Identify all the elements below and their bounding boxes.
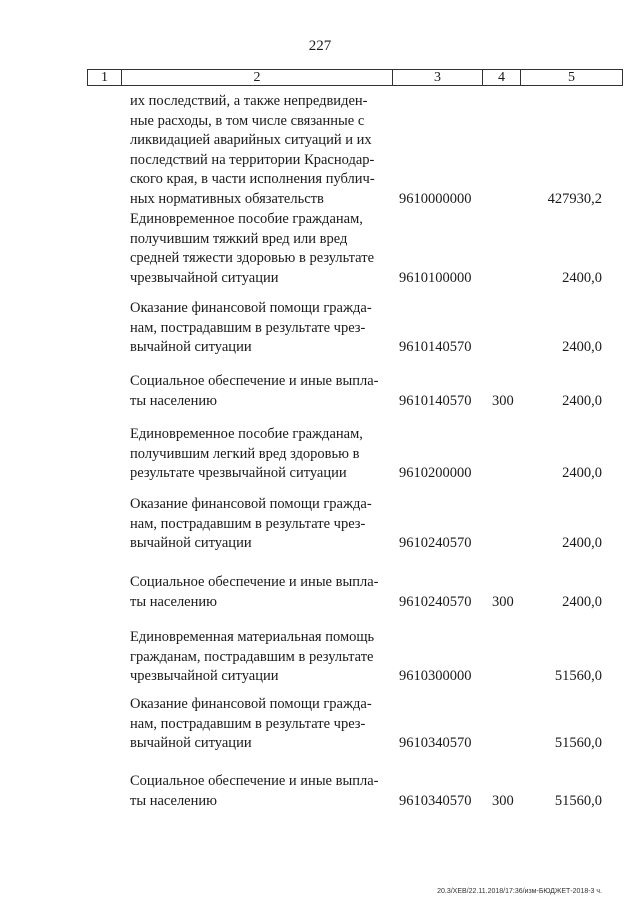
row-description-line: ликвидацией аварийных ситуаций и их bbox=[130, 132, 372, 148]
row-description bbox=[130, 299, 388, 358]
page-number: 227 bbox=[308, 38, 332, 54]
row-description-line: Социальное обеспечение и иные выпла- bbox=[130, 773, 379, 789]
row-amount: 51560,0 bbox=[554, 792, 602, 809]
column-header-3: 3 bbox=[393, 70, 483, 85]
row-amount: 2400,0 bbox=[562, 593, 602, 610]
row-code: 9610340570 bbox=[399, 735, 472, 751]
row-description-line: чрезвычайной ситуации bbox=[130, 668, 279, 684]
row-code: 9610200000 bbox=[399, 465, 472, 481]
column-header-4: 4 bbox=[483, 70, 521, 85]
row-description-line: чрезвычайной ситуации bbox=[130, 269, 279, 286]
row-amount: 2400,0 bbox=[562, 339, 602, 355]
row-amount: 51560,0 bbox=[554, 668, 602, 684]
row-description-line: последствий на территории Краснодар- bbox=[130, 151, 375, 168]
row-description bbox=[130, 92, 388, 209]
row-description bbox=[130, 695, 388, 754]
row-amount: 51560,0 bbox=[554, 735, 602, 751]
column-header-1: 1 bbox=[88, 70, 122, 85]
row-description-line: нам, пострадавшим в результате чрез- bbox=[130, 319, 366, 336]
row-description-line: Оказание финансовой помощи гражда- bbox=[130, 696, 372, 712]
row-description-line: результате чрезвычайной ситуации bbox=[130, 465, 347, 481]
row-code: 9610100000 bbox=[399, 269, 472, 286]
row-description-line: Социальное обеспечение и иные выпла- bbox=[130, 574, 379, 590]
column-header-5: 5 bbox=[568, 70, 575, 85]
row-description-line: Единовременная материальная помощь bbox=[130, 629, 375, 645]
row-amount: 2400,0 bbox=[562, 392, 602, 409]
row-description-line: нам, пострадавшим в результате чрез- bbox=[130, 515, 366, 532]
row-description-line: их последствий, а также непредвиден- bbox=[130, 93, 368, 109]
row-amount: 2400,0 bbox=[562, 269, 602, 286]
row-description-line: Социальное обеспечение и иные выпла- bbox=[130, 373, 379, 389]
row-description-line: ных нормативных обязательств bbox=[130, 190, 324, 207]
row-description-line: Оказание финансовой помощи гражда- bbox=[130, 496, 372, 512]
row-description-line: ты населению bbox=[130, 792, 217, 809]
row-description bbox=[130, 425, 388, 484]
row-description-line: гражданам, пострадавшим в результате bbox=[130, 648, 374, 665]
row-description bbox=[130, 573, 388, 612]
row-amount: 2400,0 bbox=[562, 465, 602, 481]
column-header-row bbox=[87, 69, 623, 86]
row-description-line: вычайной ситуации bbox=[130, 735, 252, 751]
row-description-line: Оказание финансовой помощи гражда- bbox=[130, 300, 372, 316]
row-description-line: нам, пострадавшим в результате чрез- bbox=[130, 715, 366, 732]
row-description bbox=[130, 210, 388, 288]
row-description-line: ты населению bbox=[130, 593, 217, 610]
row-description-line: получившим тяжкий вред или вред bbox=[130, 230, 348, 247]
row-code: 9610240570 bbox=[399, 593, 472, 610]
row-code: 9610300000 bbox=[399, 668, 472, 684]
row-expense-kind: 300 bbox=[492, 392, 514, 409]
row-description-line: средней тяжести здоровью в результате bbox=[130, 250, 375, 266]
row-code: 9610240570 bbox=[399, 535, 472, 551]
row-description bbox=[130, 772, 388, 811]
row-description bbox=[130, 628, 388, 687]
document-footer-stamp: 20.3/ХЕВ/22.11.2018/17:36/изм-БЮДЖЕТ-2018-3 ч. bbox=[437, 888, 602, 895]
row-description-line: ные расходы, в том числе связанные с bbox=[130, 112, 365, 129]
row-expense-kind: 300 bbox=[492, 792, 514, 809]
row-code: 9610140570 bbox=[399, 392, 472, 409]
row-description-line: Единовременное пособие гражданам, bbox=[130, 211, 363, 227]
row-amount: 2400,0 bbox=[562, 535, 602, 551]
column-header-2: 2 bbox=[122, 70, 393, 85]
row-description-line: ского края, в части исполнения публич- bbox=[130, 171, 375, 187]
row-description-line: Единовременное пособие гражданам, bbox=[130, 426, 363, 442]
row-description-line: ты населению bbox=[130, 392, 217, 409]
row-code: 9610340570 bbox=[399, 792, 472, 809]
row-code: 9610000000 bbox=[399, 190, 472, 207]
row-description bbox=[130, 372, 388, 411]
row-description-line: вычайной ситуации bbox=[130, 535, 252, 551]
row-amount: 427930,2 bbox=[547, 190, 602, 207]
row-description-line: получившим легкий вред здоровью в bbox=[130, 445, 360, 462]
row-description-line: вычайной ситуации bbox=[130, 339, 252, 355]
row-description bbox=[130, 495, 388, 554]
row-expense-kind: 300 bbox=[492, 593, 514, 610]
row-code: 9610140570 bbox=[399, 339, 472, 355]
